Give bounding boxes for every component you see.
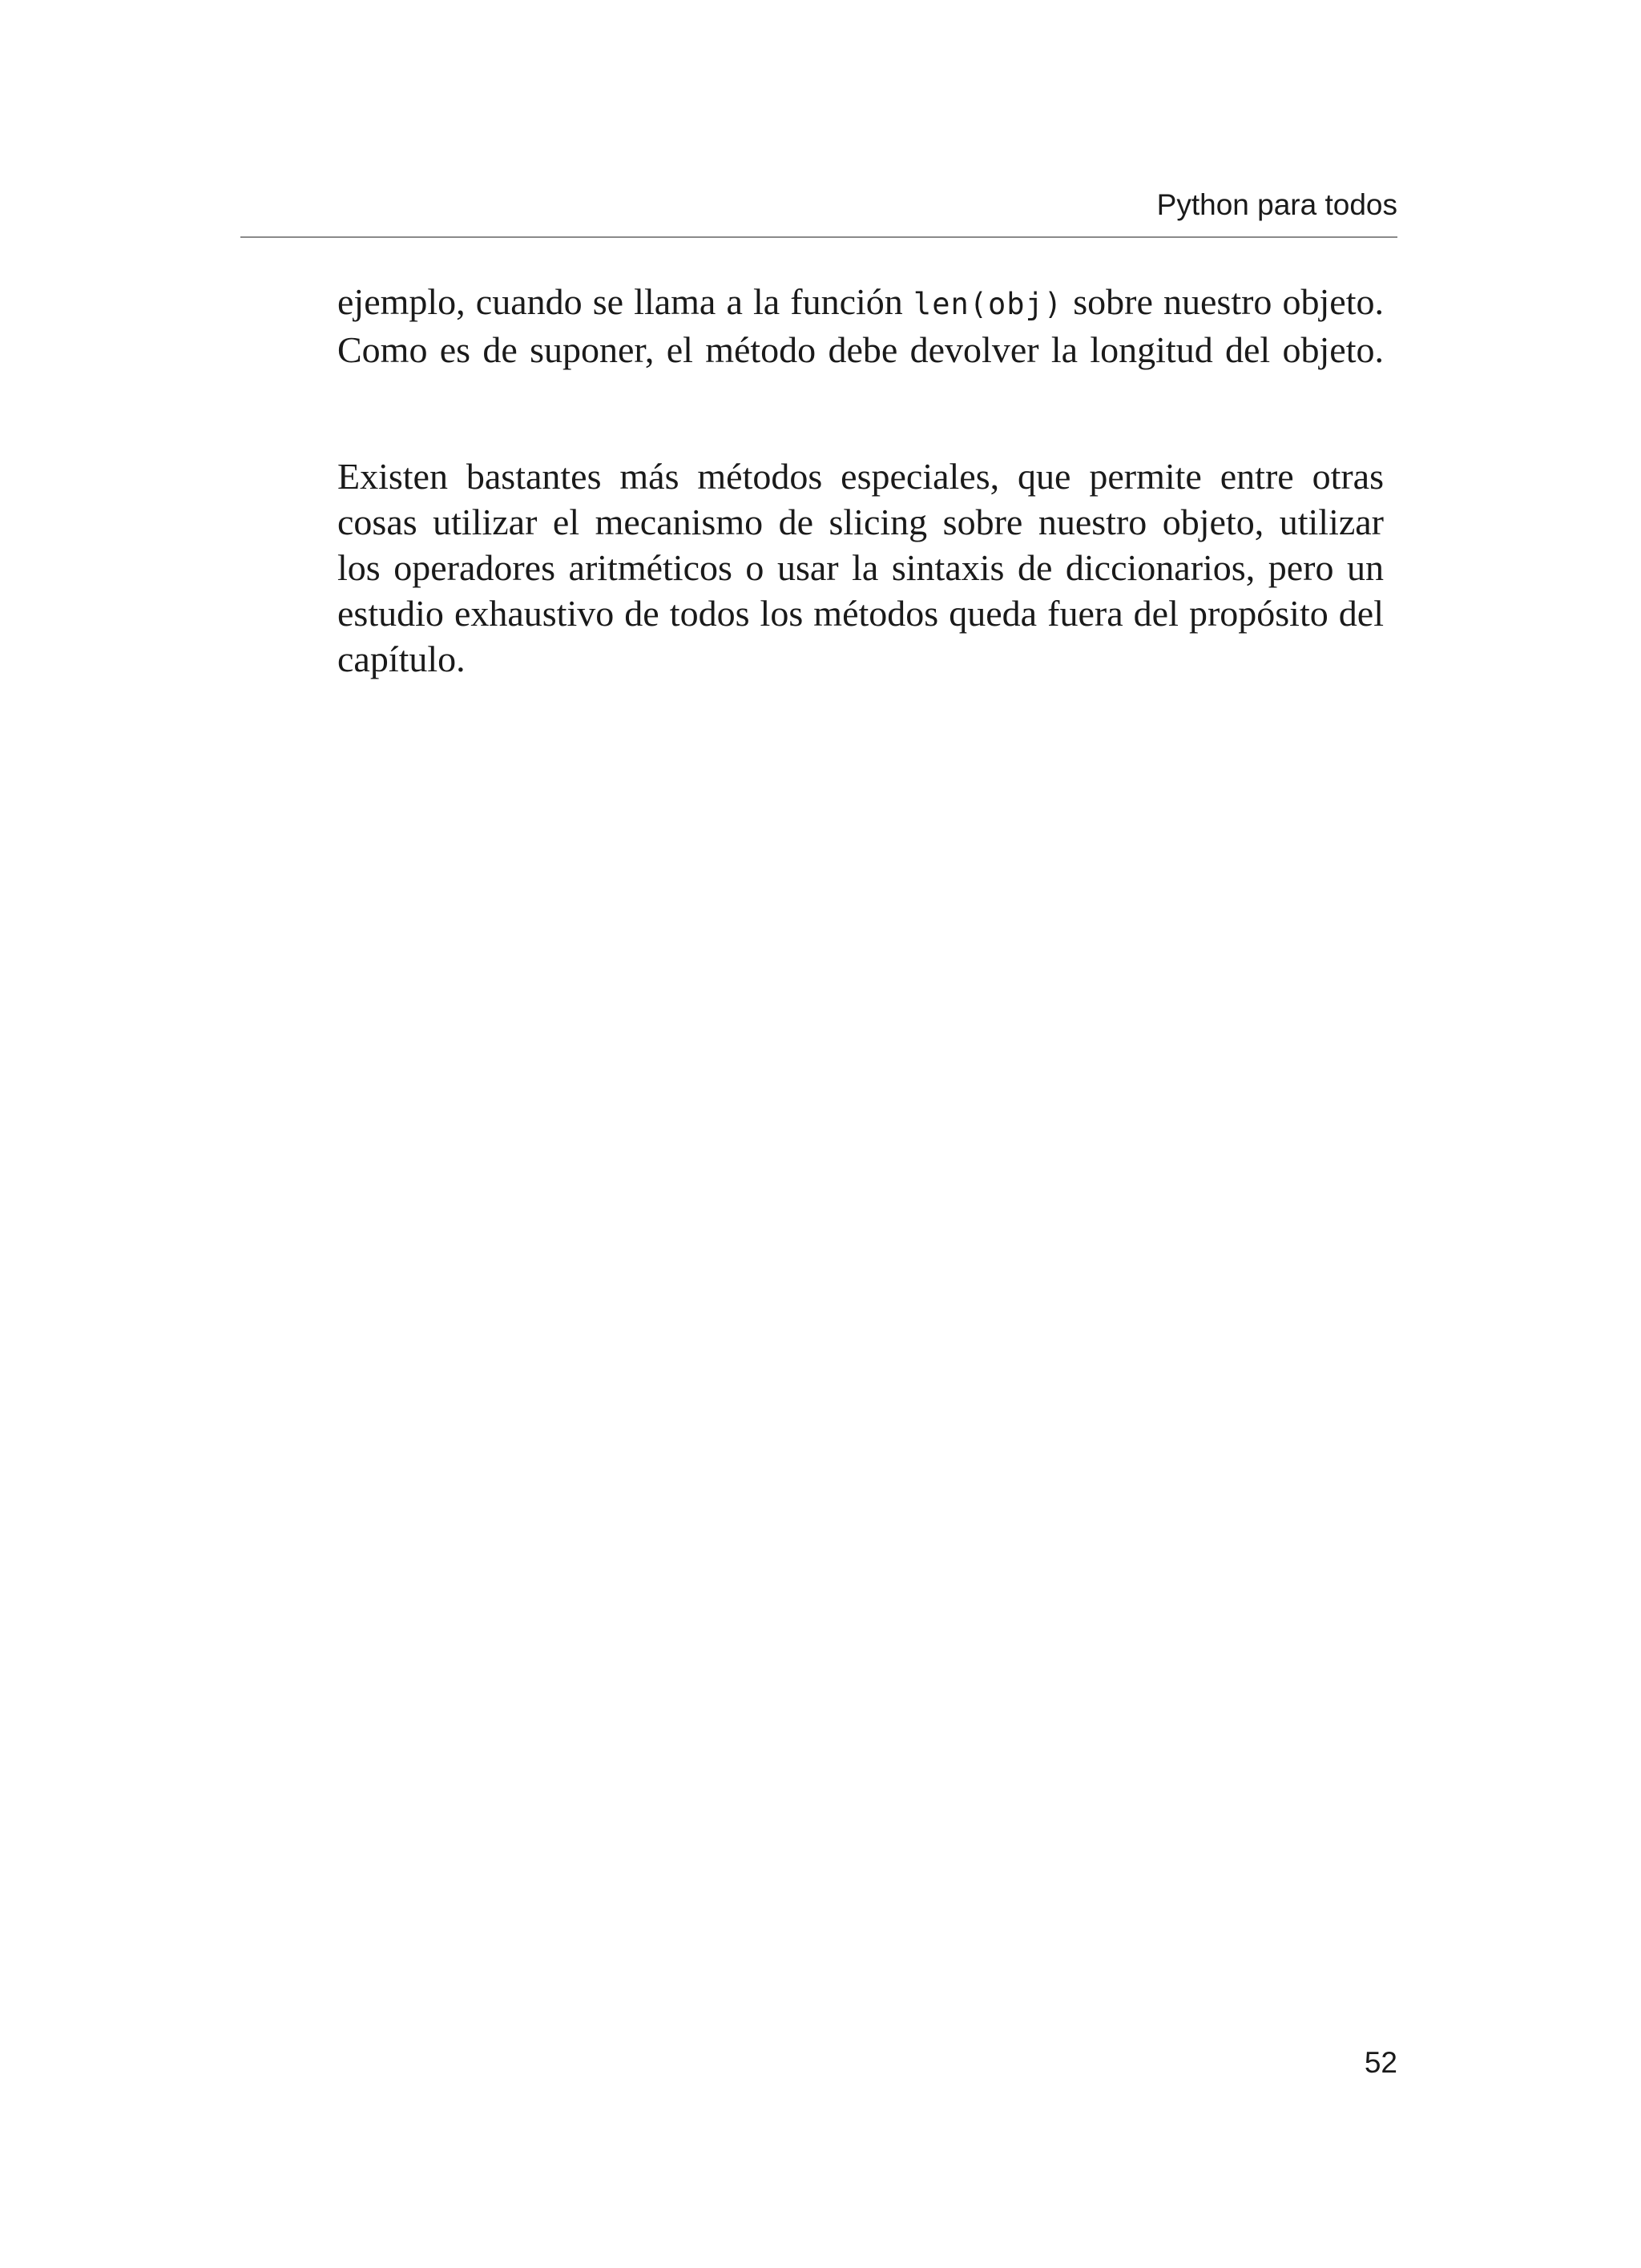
paragraph-line: Existen bastantes más métodos especiales, que permite entre otras xyxy=(337,456,1384,497)
paragraph-line: los operadores aritméticos o usar la sintaxis de diccionarios, pero un xyxy=(337,547,1384,588)
header-rule xyxy=(240,236,1397,238)
paragraph-1 xyxy=(337,279,1384,373)
paragraph-line: Como es de suponer, el método debe devolver la longitud del objeto. xyxy=(337,329,1384,370)
page-number: 52 xyxy=(1364,2046,1397,2079)
paragraph-2 xyxy=(337,453,1384,682)
paragraph-line: estudio exhaustivo de todos los métodos queda fuera del propósito del xyxy=(337,593,1384,634)
paragraph-line: capítulo. xyxy=(337,639,466,679)
running-head-title: Python para todos xyxy=(1156,188,1397,221)
paragraph-line: cosas utilizar el mecanismo de slicing sobre nuestro objeto, utilizar xyxy=(337,502,1384,542)
paragraph-line: ejemplo, cuando se llama a la función len(obj) sobre nuestro objeto. xyxy=(337,281,1385,322)
inline-code: len(obj) xyxy=(913,287,1063,321)
